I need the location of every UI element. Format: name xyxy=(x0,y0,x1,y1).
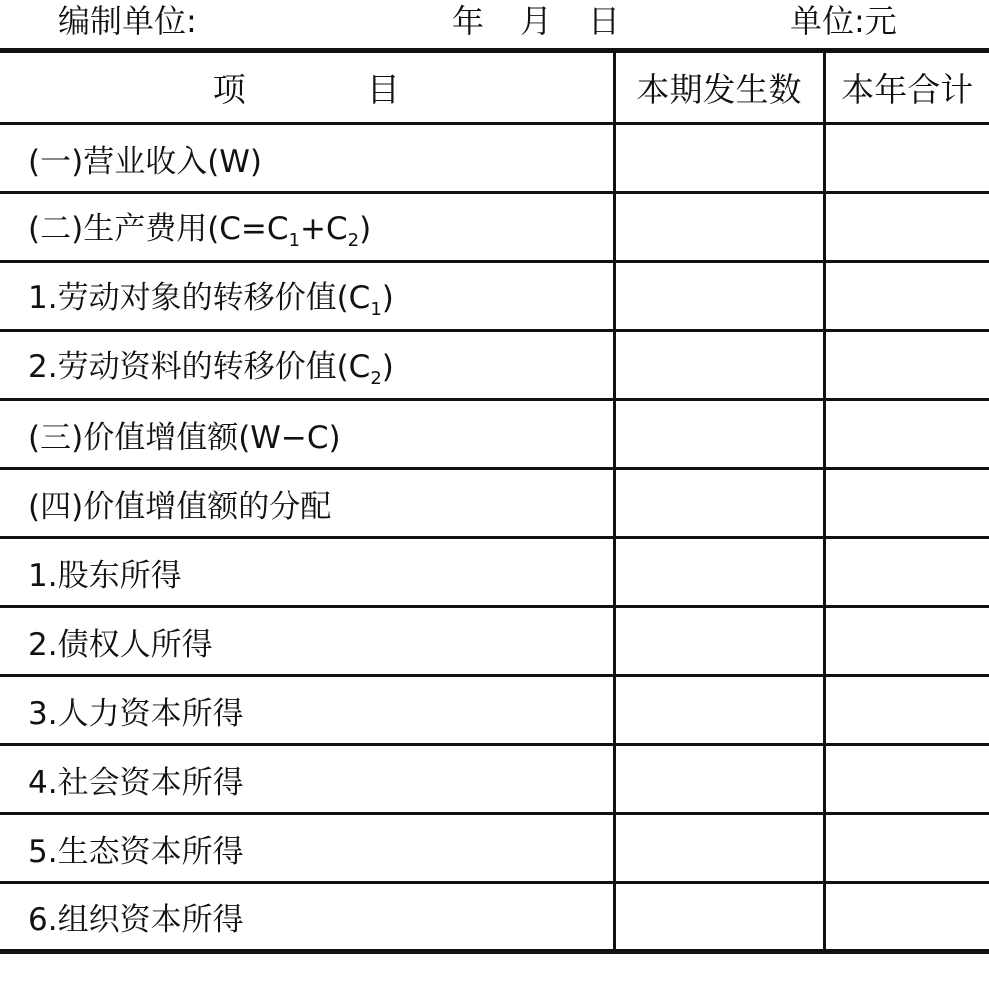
cell-year-total[interactable] xyxy=(824,262,989,331)
cell-current-period[interactable] xyxy=(614,538,824,607)
table-row xyxy=(0,745,989,814)
table-row xyxy=(0,676,989,745)
currency-unit-label: 单位:元 xyxy=(790,2,897,40)
column-header-item: 项 目 xyxy=(0,51,614,124)
cell-year-total[interactable] xyxy=(824,469,989,538)
report-header xyxy=(0,0,989,46)
row-label-social-capital: 4.社会资本所得 xyxy=(0,745,614,814)
cell-current-period[interactable] xyxy=(614,193,824,262)
table-row xyxy=(0,469,989,538)
row-label-shareholders: 1.股东所得 xyxy=(0,538,614,607)
row-label-revenue: (一)营业收入(W) xyxy=(0,124,614,193)
cell-current-period[interactable] xyxy=(614,262,824,331)
cell-current-period[interactable] xyxy=(614,331,824,400)
table-row xyxy=(0,193,989,262)
row-label-value-added-distribution: (四)价值增值额的分配 xyxy=(0,469,614,538)
table-header-row xyxy=(0,51,989,124)
cell-year-total[interactable] xyxy=(824,400,989,469)
cell-current-period[interactable] xyxy=(614,469,824,538)
cell-year-total[interactable] xyxy=(824,538,989,607)
row-label-value-added: (三)价值增值额(W−C) xyxy=(0,400,614,469)
cell-year-total[interactable] xyxy=(824,193,989,262)
table-row xyxy=(0,400,989,469)
cell-current-period[interactable] xyxy=(614,400,824,469)
table-row xyxy=(0,124,989,193)
cell-current-period[interactable] xyxy=(614,676,824,745)
table-row xyxy=(0,607,989,676)
cell-current-period[interactable] xyxy=(614,607,824,676)
cell-current-period[interactable] xyxy=(614,745,824,814)
row-label-production-cost: (二)生产费用$(C=C_1+C_2)$ xyxy=(0,193,614,262)
row-label-organizational-capital: 6.组织资本所得 xyxy=(28,902,244,938)
cell-year-total[interactable] xyxy=(824,331,989,400)
row-label-labor-material-transfer: 2.劳动资料的转移价值$(C_2)$ xyxy=(0,331,614,400)
cell-year-total[interactable] xyxy=(824,124,989,193)
table-row xyxy=(0,883,989,952)
table-row xyxy=(0,262,989,331)
compiling-unit-label: 编制单位: xyxy=(58,2,197,40)
value-added-table xyxy=(0,48,989,954)
row-label-ecological-capital: 5.生态资本所得 xyxy=(0,814,614,883)
row-label-labor-object-transfer: 1.劳动对象的转移价值$(C_1)$ xyxy=(0,262,614,331)
cell-year-total[interactable] xyxy=(824,676,989,745)
column-header-year-total: 本年合计 xyxy=(824,51,989,124)
table-row xyxy=(0,331,989,400)
cell-year-total[interactable] xyxy=(824,607,989,676)
cell-current-period[interactable] xyxy=(614,883,824,952)
column-header-current-period: 本期发生数 xyxy=(614,51,824,124)
cell-year-total[interactable] xyxy=(824,814,989,883)
table-row xyxy=(0,538,989,607)
cell-current-period[interactable] xyxy=(614,124,824,193)
date-label: 年 月 日 xyxy=(452,2,623,40)
cell-current-period[interactable] xyxy=(614,814,824,883)
row-label-creditors: 2.债权人所得 xyxy=(0,607,614,676)
cell-year-total[interactable] xyxy=(824,883,989,952)
table-row xyxy=(0,814,989,883)
cell-year-total[interactable] xyxy=(824,745,989,814)
row-label-human-capital: 3.人力资本所得 xyxy=(0,676,614,745)
